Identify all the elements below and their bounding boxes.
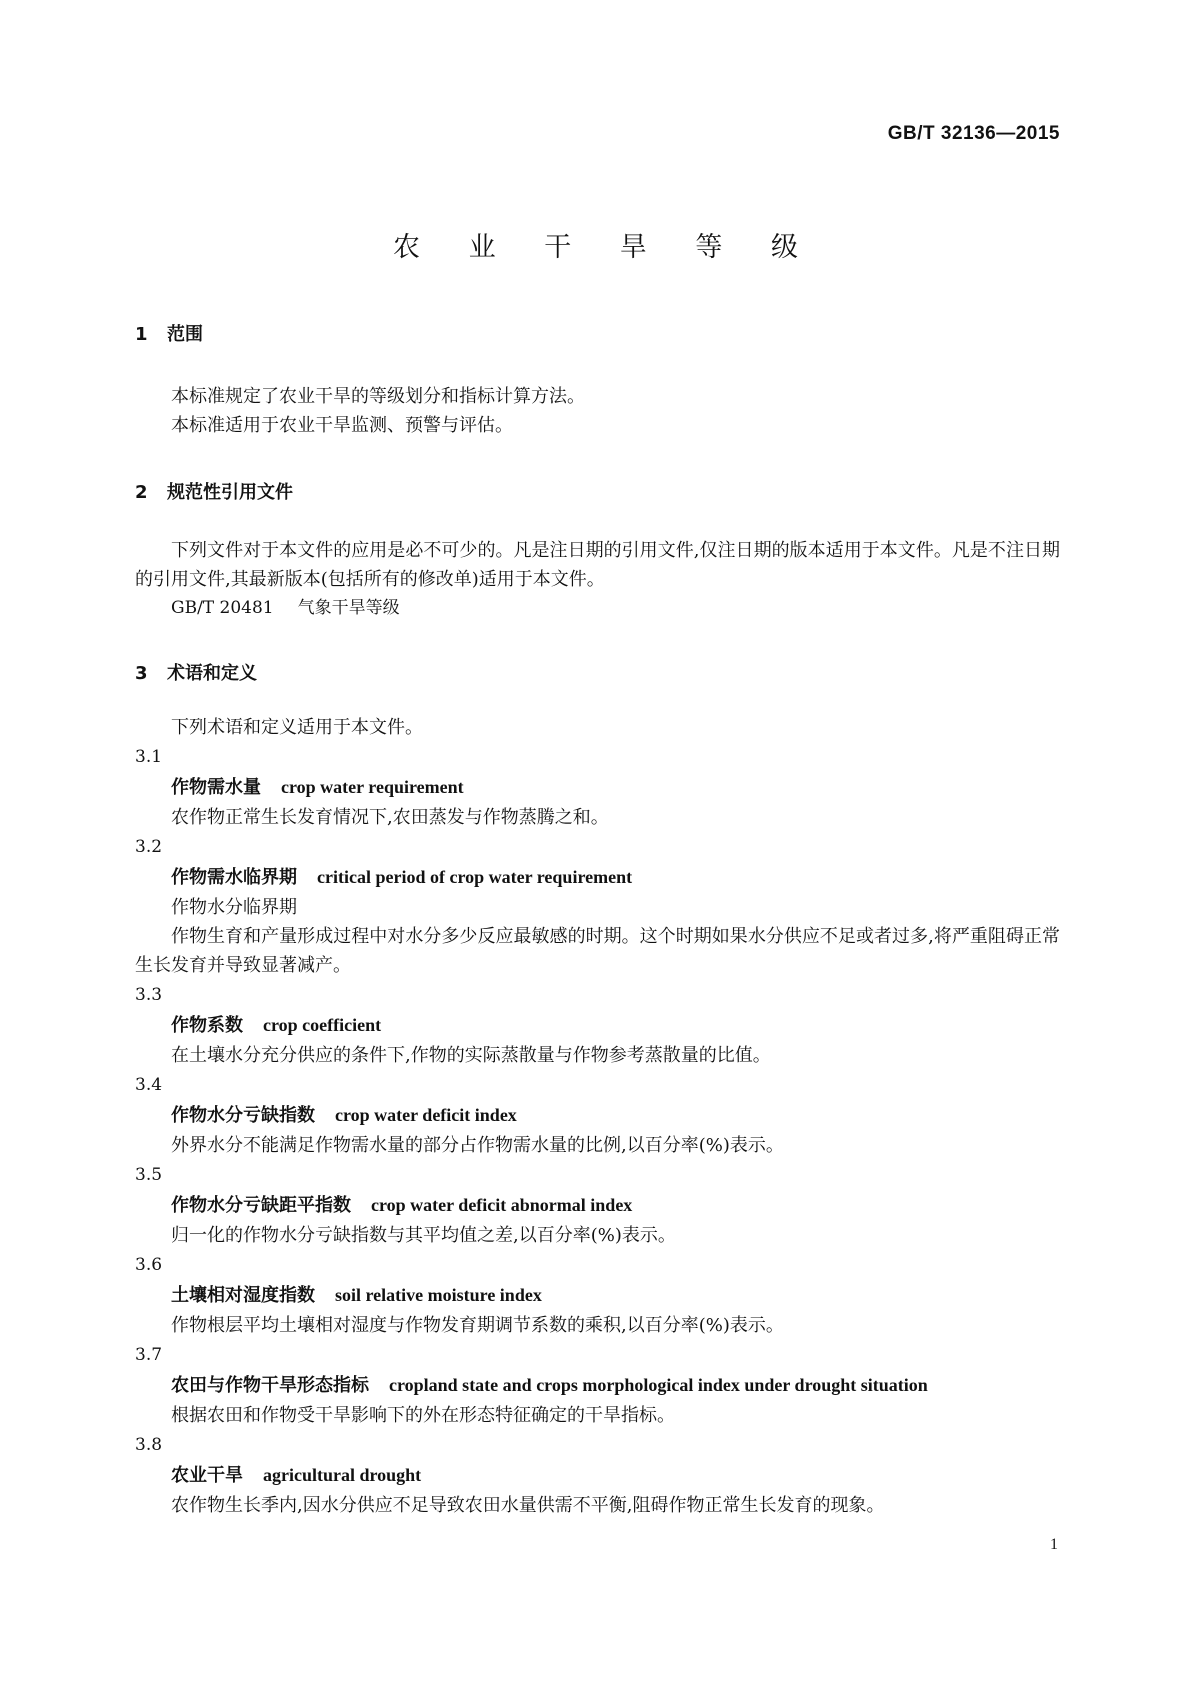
term-definition: 在土壤水分充分供应的条件下,作物的实际蒸散量与作物参考蒸散量的比值。 [171, 1045, 771, 1066]
term-zh: 作物系数 [171, 1015, 243, 1036]
term-en: crop water deficit index [335, 1105, 517, 1125]
paragraph: 本标准规定了农业干旱的等级划分和指标计算方法。 [171, 386, 585, 407]
term-definition: 农作物正常生长发育情况下,农田蒸发与作物蒸腾之和。 [171, 807, 609, 828]
term-heading [135, 1010, 1060, 1041]
normative-reference [135, 594, 1060, 623]
section-title: 范围 [167, 324, 203, 345]
document-title: 农 业 干 旱 等 级 [393, 232, 818, 263]
term-heading [135, 1100, 1060, 1131]
term-en: critical period of crop water requirement [317, 867, 633, 887]
term-zh: 农田与作物干旱形态指标 [171, 1375, 369, 1396]
term-heading [135, 862, 1060, 893]
term-definition: 外界水分不能满足作物需水量的部分占作物需水量的比例,以百分率(%)表示。 [171, 1135, 784, 1156]
term-heading [135, 1280, 1060, 1311]
term-number: 3.3 [135, 985, 163, 1005]
term-definition: 农作物生长季内,因水分供应不足导致农田水量供需不平衡,阻碍作物正常生长发育的现象。 [171, 1495, 885, 1516]
term-heading [135, 1370, 1060, 1401]
term-number: 3.1 [135, 747, 163, 767]
section-title: 规范性引用文件 [167, 482, 293, 503]
term-heading [135, 1190, 1060, 1221]
term-number: 3.5 [135, 1165, 163, 1185]
term-number: 3.4 [135, 1075, 163, 1095]
section-number: 2 [135, 482, 148, 503]
term-zh: 作物需水临界期 [171, 867, 297, 888]
term-definition: 作物生育和产量形成过程中对水分多少反应最敏感的时期。这个时期如果水分供应不足或者过多,将严重阻碍正常生长发育并导致显著减产。 [135, 926, 1060, 976]
term-heading [135, 1460, 1060, 1491]
term-heading [135, 772, 1060, 803]
section-3-heading [135, 657, 1060, 691]
term-number: 3.8 [135, 1435, 163, 1455]
section-number: 1 [135, 324, 148, 345]
term-en: soil relative moisture index [335, 1285, 542, 1305]
section-1-heading [135, 318, 1060, 352]
paragraph: 下列文件对于本文件的应用是必不可少的。凡是注日期的引用文件,仅注日期的版本适用于本文件。凡是不注日期的引用文件,其最新版本(包括所有的修改单)适用于本文件。 [135, 540, 1060, 590]
page-number: 1 [1050, 1536, 1058, 1553]
paragraph: 本标准适用于农业干旱监测、预警与评估。 [171, 415, 513, 436]
term-alternative: 作物水分临界期 [171, 897, 297, 918]
term-number: 3.7 [135, 1345, 163, 1365]
reference-code: GB/T 20481 [171, 598, 274, 618]
section-2-heading [135, 476, 1060, 510]
paragraph: 下列术语和定义适用于本文件。 [171, 717, 423, 738]
term-definition: 根据农田和作物受干旱影响下的外在形态特征确定的干旱指标。 [171, 1405, 675, 1426]
term-en: cropland state and crops morphological index under drought situation [389, 1375, 928, 1395]
term-en: crop coefficient [263, 1015, 382, 1035]
term-zh: 土壤相对湿度指数 [171, 1285, 315, 1306]
term-en: agricultural drought [263, 1465, 422, 1485]
term-zh: 农业干旱 [171, 1465, 243, 1486]
section-number: 3 [135, 663, 148, 684]
section-title: 术语和定义 [167, 663, 257, 684]
term-number: 3.2 [135, 837, 163, 857]
term-zh: 作物水分亏缺指数 [171, 1105, 315, 1126]
reference-name: 气象干旱等级 [297, 598, 400, 618]
term-definition: 作物根层平均土壤相对湿度与作物发育期调节系数的乘积,以百分率(%)表示。 [171, 1315, 784, 1336]
term-en: crop water requirement [281, 777, 464, 797]
term-zh: 作物水分亏缺距平指数 [171, 1195, 351, 1216]
term-en: crop water deficit abnormal index [371, 1195, 633, 1215]
term-zh: 作物需水量 [171, 777, 261, 798]
standard-code: GB/T 32136—2015 [887, 123, 1060, 144]
term-definition: 归一化的作物水分亏缺指数与其平均值之差,以百分率(%)表示。 [171, 1225, 676, 1246]
document-body [135, 318, 1060, 1520]
term-number: 3.6 [135, 1255, 163, 1275]
